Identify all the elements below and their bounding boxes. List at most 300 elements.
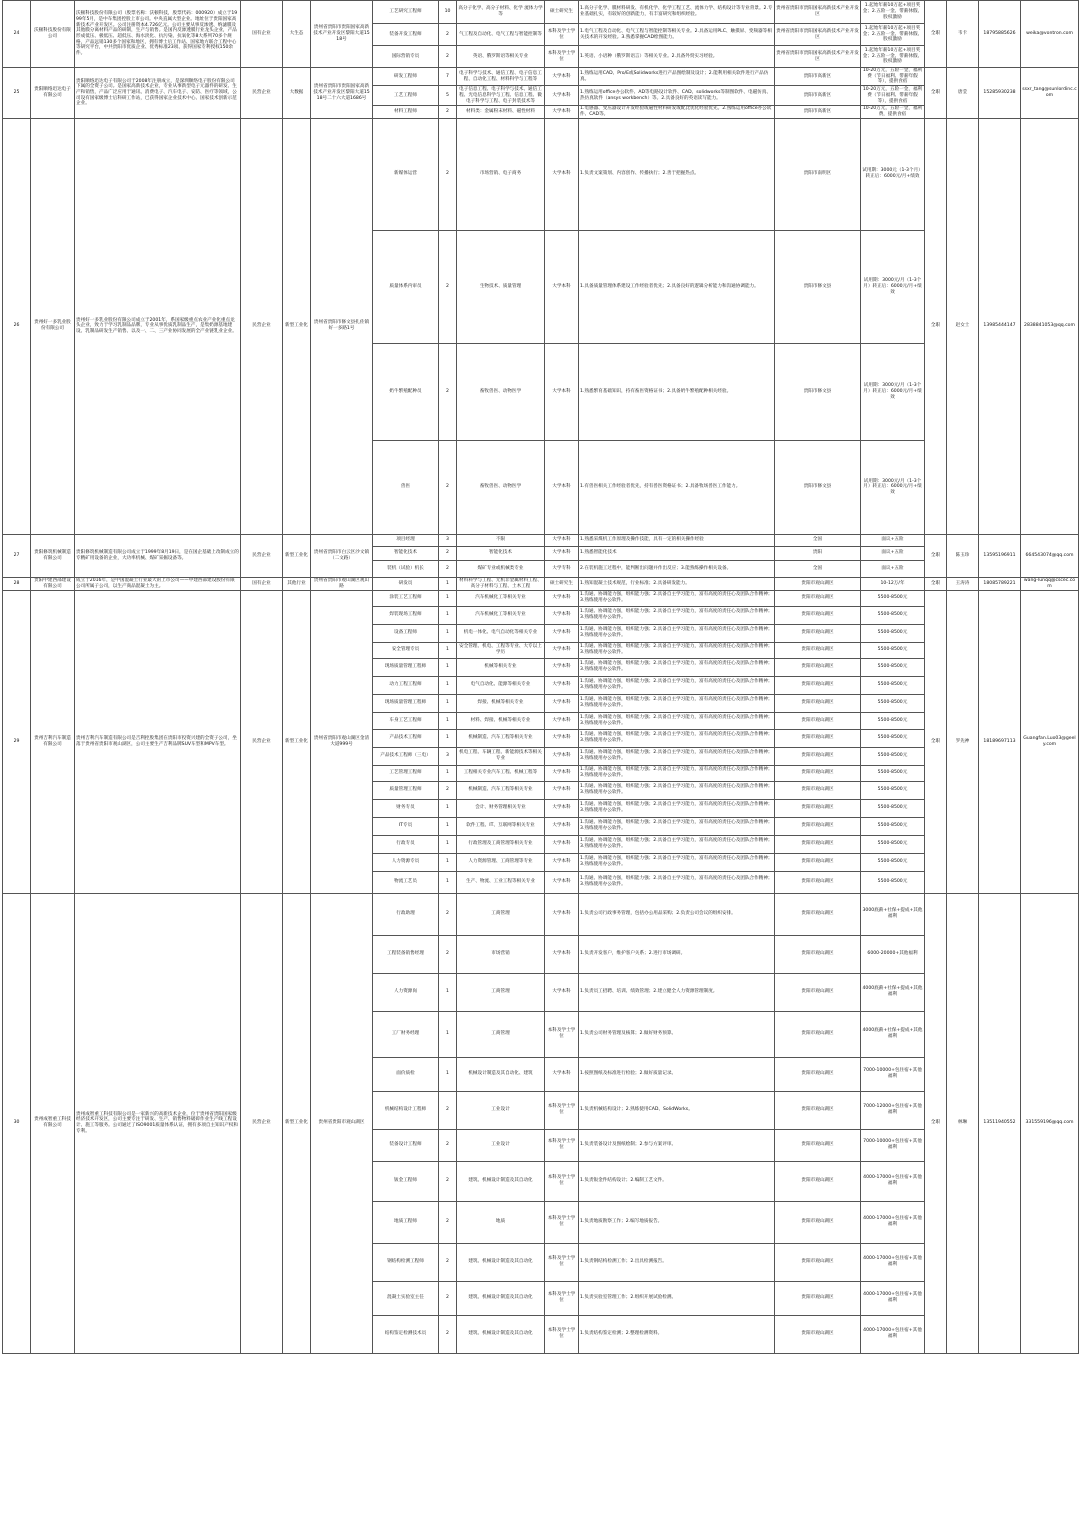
- row-number: 24: [3, 1, 31, 68]
- contact-email: 2838841053@qq.com: [1021, 118, 1079, 534]
- job-headcount: 2: [439, 1243, 457, 1281]
- job-education: 硕士研究生: [545, 1, 579, 24]
- job-requirements: 1.熟悉采煤机工作原理及操作技能，具有一定的相关操作经验: [579, 534, 775, 546]
- job-headcount: 2: [439, 935, 457, 973]
- job-salary: 5500-8500元: [861, 765, 925, 781]
- job-title: 质量体系内审员: [373, 230, 439, 343]
- contact-phone: 18795885626: [979, 1, 1021, 68]
- job-salary: 5500-8500元: [861, 606, 925, 624]
- job-requirements: 1.负责员工招聘、培训、绩效管理；2.建立健全人力资源管理制度。: [579, 973, 775, 1011]
- job-requirements: 1.电感器、变压器设计开发经验或磁性材料研发或配比优化经验优先。2.熟练运用office办公软件、CAD等。: [579, 106, 775, 118]
- job-salary: 5500-8500元: [861, 658, 925, 676]
- job-salary: 5500-8500元: [861, 835, 925, 853]
- job-education: 大学本科: [545, 817, 579, 835]
- job-requirements: 1.沟通、协调能力强，组织能力强；2.具备自主学习能力，富有高度的责任心及团队合作精神；3.熟练使用办公软件。: [579, 781, 775, 799]
- job-requirements: 1.负责装备设计及图纸绘制；2.参与方案评审。: [579, 1129, 775, 1161]
- job-education: 大学本科: [545, 546, 579, 560]
- job-salary: 5500-8500元: [861, 747, 925, 765]
- job-type: 全职: [925, 68, 947, 119]
- company-industry: 大数据: [283, 68, 311, 119]
- contact-person: 韦卡: [947, 1, 979, 68]
- job-salary: 3000底薪+社保+提成+其他福利: [861, 893, 925, 935]
- job-requirements: 1.沟通、协调能力强，组织能力强；2.具备自主学习能力，富有高度的责任心及团队合作精神；3.熟练使用办公软件。: [579, 747, 775, 765]
- row-number: 27: [3, 534, 31, 577]
- job-location: 贵阳市观山湖区: [775, 642, 861, 658]
- job-major: 气工程及自动化、电气工程与智能控制等: [457, 24, 545, 46]
- job-requirements: 1.负责文案策划、内容创作、传播执行；2.善于把握热点。: [579, 118, 775, 230]
- job-location: 贵阳市观山湖区: [775, 1129, 861, 1161]
- job-requirements: 1.沟通、协调能力强，组织能力强；2.具备自主学习能力，富有高度的责任心及团队合作精神；3.熟练使用办公软件。: [579, 642, 775, 658]
- job-major: 电子科学与技术、通信工程、电子信息工程、自动化工程、材料科学与工程等: [457, 68, 545, 86]
- job-title: 机械结构设计工程师: [373, 1091, 439, 1129]
- job-major: 畜牧兽医、动物医学: [457, 343, 545, 440]
- job-education: 大学本科: [545, 440, 579, 534]
- job-requirements: 1.熟练运用office办公软件、AD等电路设计软件、CAD、solidworks等制图软件、电磁仿真、热仿真软件（ansys workbench）等。2.具备良好的英语读写能力。: [579, 86, 775, 106]
- job-requirements: 1.具备质量管理体系建设工作经验者优先；2.具备良好的逻辑分析能力和沟通协调能力。: [579, 230, 775, 343]
- company-nature: 民营企业: [241, 68, 283, 119]
- company-nature: 民营企业: [241, 590, 283, 893]
- job-title: 地质工程师: [373, 1201, 439, 1243]
- job-requirements: 1.沟通、协调能力强，组织能力强；2.具备自主学习能力，富有高度的责任心及团队合作精神；3.熟练使用办公软件。: [579, 676, 775, 694]
- job-title: 项目经理: [373, 534, 439, 546]
- company-address: 贵州省贵阳市贵阳国家高新技术产业开发区黎阳大道1518号: [311, 1, 373, 68]
- job-salary: 面议+五险: [861, 546, 925, 560]
- job-title: 工艺研究工程师: [373, 1, 439, 24]
- job-salary: 4000-17000+包住宿+其他福利: [861, 1315, 925, 1353]
- job-education: 本科及学士学位: [545, 1129, 579, 1161]
- job-education: 本科及学士学位: [545, 1281, 579, 1315]
- job-requirements: 1.沟通、协调能力强，组织能力强；2.具备自主学习能力，富有高度的责任心及团队合作精神；3.熟练使用办公软件。: [579, 712, 775, 729]
- job-title: IT专员: [373, 817, 439, 835]
- contact-person: 陈玉珍: [947, 534, 979, 577]
- job-major: 材料科学与工程、无机非金属材料工程、高分子材料与工程、土木工程: [457, 577, 545, 590]
- company-intro: 沃顿科技股份有限公司（股票名称：沃顿科技，股票代码：000920）成立于1999年5月，是中车集团控股上市公司。中央直属大型企业。地址位于贵阳国家高新技术产业开发区。公司注册资本4.726亿元。公司主要从事反渗透、纳滤膜及其他膜分离材料产品的研制，生产与销售。是国内反渗透膜行业龙头企业，产品形成低压、极低压、超低压、海水淡化、抗污染、抗氧化等8大系列70多个规格，产品远销130多个国家和地区，拥有博士后工作站、国家地方联合工程中心等研究平台，中共贵阳市优质企业、优秀标准23项、获得国家专利授权150余件。: [75, 1, 241, 68]
- job-education: 大学本科: [545, 781, 579, 799]
- job-title: 涂装工艺工程师: [373, 590, 439, 606]
- job-title: 研发工程师: [373, 68, 439, 86]
- row-number: 30: [3, 893, 31, 1353]
- job-headcount: 2: [439, 1161, 457, 1201]
- job-requirements: 1.熟练运用CAD、Pro/E或Solidworks进行产品图绘制及设计；2.能利用相关软件进行产品仿真。: [579, 68, 775, 86]
- job-salary: 1.起始年薪10万起+项目奖金；2.五险一金、带薪休假、股权激励: [861, 24, 925, 46]
- job-title: 动力工程工程师: [373, 676, 439, 694]
- job-title: 研发员: [373, 577, 439, 590]
- job-education: 大学本科: [545, 1057, 579, 1091]
- job-title: 装机（试验）机长: [373, 560, 439, 577]
- job-requirements: 1.按照图纸及标准进行检验；2.做好质量记录。: [579, 1057, 775, 1091]
- job-title: 财务专员: [373, 799, 439, 817]
- job-requirements: 1.电气工程及自动化、电气工程与智能控制等相关专业。2.具备运用PLC、触摸屏、变频器等相关技术的开发经验。3.熟悉掌握CAD绘图能力。: [579, 24, 775, 46]
- job-location: 贵阳市观山湖区: [775, 712, 861, 729]
- job-salary: 试用期：3000元/月（1-3个月）转正后：6000元/月+绩效: [861, 230, 925, 343]
- job-education: 大学本科: [545, 86, 579, 106]
- job-headcount: 2: [439, 1129, 457, 1161]
- job-major: 畜牧兽医、动物医学: [457, 440, 545, 534]
- job-salary: 4000-17000+包住宿+其他福利: [861, 1281, 925, 1315]
- job-requirements: 1.熟悉智能化技术: [579, 546, 775, 560]
- job-education: 大学本科: [545, 729, 579, 747]
- company-name: 贵州好一多乳业股份有限公司: [31, 118, 75, 534]
- table-row: [3, 118, 1079, 230]
- job-location: 贵阳市观山湖区: [775, 694, 861, 712]
- job-location: 贵阳市南明区: [775, 118, 861, 230]
- company-nature: 民营企业: [241, 893, 283, 1353]
- job-location: 贵阳市观山湖区: [775, 1057, 861, 1091]
- job-headcount: 1: [439, 694, 457, 712]
- job-major: 生产、物流、工业工程等相关专业: [457, 871, 545, 893]
- job-requirements: 1.沟通、协调能力强，组织能力强；2.具备自主学习能力，富有高度的责任心及团队合作精神；3.熟练使用办公软件。: [579, 606, 775, 624]
- job-education: 本科及学士学位: [545, 1201, 579, 1243]
- job-requirements: 1.负责实验室管理工作；2.组织开展试验检测。: [579, 1281, 775, 1315]
- job-salary: 5500-8500元: [861, 694, 925, 712]
- job-location: 贵阳市观山湖区: [775, 590, 861, 606]
- job-headcount: 1: [439, 606, 457, 624]
- job-location: 贵阳市修文县: [775, 230, 861, 343]
- contact-email: Guangfan.Luo03@geely.com: [1021, 590, 1079, 893]
- company-industry: 新型工业化: [283, 534, 311, 577]
- company-address: 贵州省贵阳市观山湖区金清大道999号: [311, 590, 373, 893]
- job-requirements: 1.沟通、协调能力强，组织能力强；2.具备自主学习能力，富有高度的责任心及团队合作精神；3.熟练使用办公软件。: [579, 729, 775, 747]
- job-education: 大学本科: [545, 642, 579, 658]
- table-row: [3, 534, 1079, 546]
- job-title: 结构鉴定检测技术员: [373, 1315, 439, 1353]
- contact-email: 331559196@qq.com: [1021, 893, 1079, 1353]
- job-headcount: 2: [439, 24, 457, 46]
- job-title: 设备工程师: [373, 624, 439, 642]
- job-headcount: 1: [439, 729, 457, 747]
- company-intro: 贵州吉利汽车制造有限公司是吉利控股集团在贵阳市投资兴建的全资子公司，坐落于贵州省贵阳市观山湖区，公司主要生产吉利品牌SUV车型和MPV车型。: [75, 590, 241, 893]
- job-title: 现场质量管理工程师: [373, 694, 439, 712]
- company-nature: 国有企业: [241, 577, 283, 590]
- job-headcount: 1: [439, 577, 457, 590]
- job-salary: 5500-8500元: [861, 781, 925, 799]
- job-title: 产品技术工程师（三电）: [373, 747, 439, 765]
- job-salary: 10-20万元，五险一金，福利费（节日福利、带薪年假等），提供食宿: [861, 86, 925, 106]
- job-title: 行政专员: [373, 835, 439, 853]
- job-requirements: 1.负责机械结构设计；2.熟练使用CAD、SolidWorks。: [579, 1091, 775, 1129]
- contact-phone: 13595196911: [979, 534, 1021, 577]
- job-requirements: 1.负责结构鉴定检测；2.整理检测资料。: [579, 1315, 775, 1353]
- job-headcount: 1: [439, 658, 457, 676]
- job-education: 大学本科: [545, 343, 579, 440]
- company-nature: 民营企业: [241, 534, 283, 577]
- job-education: 大学本科: [545, 712, 579, 729]
- job-major: 汽车机械化工等相关专业: [457, 590, 545, 606]
- job-title: 钣金工程师: [373, 1161, 439, 1201]
- job-location: 贵阳市观山湖区: [775, 729, 861, 747]
- table-row: [3, 590, 1079, 606]
- job-location: 贵阳市观山湖区: [775, 799, 861, 817]
- job-education: 本科及学士学位: [545, 1243, 579, 1281]
- company-intro: 贵阳修筑机械制造有限公司成立于1999年8月19日，是在国企基础上改制成立的专精矿用设备的企业，大功率机械、煤矿采掘设备等。: [75, 534, 241, 577]
- job-major: 机械制造、汽车工程等相关专业: [457, 781, 545, 799]
- row-number: 28: [3, 577, 31, 590]
- job-title: 工程装备销售经理: [373, 935, 439, 973]
- job-requirements: 1.负责开发客户，维护客户关系；2.进行市场调研。: [579, 935, 775, 973]
- job-title: 装备开发工程师: [373, 24, 439, 46]
- contact-person: 罗先神: [947, 590, 979, 893]
- job-location: 贵阳市观山湖区: [775, 577, 861, 590]
- job-education: 本科及学士学位: [545, 24, 579, 46]
- job-title: 混凝土实验室主任: [373, 1281, 439, 1315]
- job-requirements: 1.沟通、协调能力强，组织能力强；2.具备自主学习能力，富有高度的责任心及团队合作精神；3.熟练使用办公软件。: [579, 765, 775, 781]
- table-row: [3, 1, 1079, 24]
- job-requirements: 1.熟知混凝土技术规范，行业标准；2.具备研发能力。: [579, 577, 775, 590]
- job-title: 兽医: [373, 440, 439, 534]
- job-education: 大学本科: [545, 973, 579, 1011]
- job-location: 贵阳市观山湖区: [775, 935, 861, 973]
- job-education: 大学本科: [545, 606, 579, 624]
- job-location: 贵阳市观山湖区: [775, 676, 861, 694]
- job-type: 全职: [925, 577, 947, 590]
- job-salary: 1.起始年薪10万起+项目奖金；2.五险一金、带薪休假、股权激励: [861, 1, 925, 24]
- job-salary: 10-20万元，五险一金，福利费，提供食宿: [861, 106, 925, 118]
- job-location: 贵阳市观山湖区: [775, 765, 861, 781]
- job-title: 车身工艺工程师: [373, 712, 439, 729]
- job-requirements: 1.沟通、协调能力强，组织能力强；2.具备自主学习能力，富有高度的责任心及团队合作精神；3.熟练使用办公软件。: [579, 853, 775, 871]
- contact-person: 林琳: [947, 893, 979, 1353]
- job-salary: 5500-8500元: [861, 799, 925, 817]
- job-requirements: 1.沟通、协调能力强，组织能力强；2.具备自主学习能力，富有高度的责任心及团队合作精神；3.熟练使用办公软件。: [579, 590, 775, 606]
- job-headcount: 7: [439, 68, 457, 86]
- row-number: 26: [3, 118, 31, 534]
- job-headcount: 10: [439, 1, 457, 24]
- job-education: 大学本科: [545, 676, 579, 694]
- job-education: 大学本科: [545, 658, 579, 676]
- job-salary: 7000-12000+包住宿+其他福利: [861, 1091, 925, 1129]
- company-intro: 贵州好一多乳业股份有限公司成立于2001年，系国家级重点农业产业化重点龙头企业，致力于学习乳制品品牌，专业从事优质乳制品生产，是集奶源基地建设、乳制品研发生产销售、以及一、二、三产业协同发展的全产业链乳业企业。: [75, 118, 241, 534]
- job-salary: 4000-17000+包住宿+其他福利: [861, 1201, 925, 1243]
- job-requirements: 1.有兽医相关工作经验者优先，持有兽医资格证书；2.具备牧场兽医工作能力。: [579, 440, 775, 534]
- job-salary: 4000底薪+社保+提成+其他福利: [861, 973, 925, 1011]
- job-requirements: 1.负责公司财务管理及核算；2.做好财务预算。: [579, 1011, 775, 1057]
- job-headcount: 1: [439, 590, 457, 606]
- company-industry: 新型工业化: [283, 118, 311, 534]
- company-name: 贵州成智重工科技有限公司: [31, 893, 75, 1353]
- contact-phone: 15285930238: [979, 68, 1021, 119]
- job-salary: 5500-8500元: [861, 853, 925, 871]
- job-requirements: 1.熟悉繁育基础知识，持有畜医资格证书；2.具备奶牛繁殖配种相关经验。: [579, 343, 775, 440]
- job-salary: 6000-20000+其他福利: [861, 935, 925, 973]
- job-headcount: 2: [439, 230, 457, 343]
- job-salary: 试用期：3000元/月（1-3个月）转正后：6000元/月+绩效: [861, 343, 925, 440]
- job-headcount: 1: [439, 1011, 457, 1057]
- job-major: 机电工程、车辆工程、新能源技术等相关专业: [457, 747, 545, 765]
- contact-email: wang-lunqq@cscec.com: [1021, 577, 1079, 590]
- contact-phone: 13511940552: [979, 893, 1021, 1353]
- job-location: 贵阳市修文县: [775, 343, 861, 440]
- job-location: 贵阳市高新区: [775, 86, 861, 106]
- job-salary: 7000-10000+包住宿+其他福利: [861, 1129, 925, 1161]
- job-title: 面价质检: [373, 1057, 439, 1091]
- job-salary: 10-20万元，五险一金，福利费（节日福利、带薪年假等），提供食宿: [861, 68, 925, 86]
- job-requirements: 1.负责地质勘察工作；2.编写地质报告。: [579, 1201, 775, 1243]
- job-education: 大学本科: [545, 68, 579, 86]
- job-headcount: 2: [439, 546, 457, 560]
- job-major: 会计、财务管理相关专业: [457, 799, 545, 817]
- job-education: 大学本科: [545, 694, 579, 712]
- job-major: 工商管理: [457, 973, 545, 1011]
- job-major: 工程相关专业汽车工程、机械工程等: [457, 765, 545, 781]
- job-type: 全职: [925, 534, 947, 577]
- job-headcount: 1: [439, 676, 457, 694]
- job-title: 材料工程师: [373, 106, 439, 118]
- job-major: 机械等相关专业: [457, 658, 545, 676]
- job-requirements: 1.负责钣金件结构设计；2.编制工艺文件。: [579, 1161, 775, 1201]
- job-headcount: 2: [439, 781, 457, 799]
- company-name: 贵阳顺络迅达电子有限公司: [31, 68, 75, 119]
- job-location: 贵阳市观山湖区: [775, 1201, 861, 1243]
- job-requirements: 1.沟通、协调能力强，组织能力强；2.具备自主学习能力，富有高度的责任心及团队合作精神；3.熟练使用办公软件。: [579, 694, 775, 712]
- job-title: 国际营销专员: [373, 46, 439, 68]
- job-education: 大学本科: [545, 118, 579, 230]
- job-major: 高分子化学、高分子材料、化学 流体力学等: [457, 1, 545, 24]
- company-industry: 新型工业化: [283, 590, 311, 893]
- job-headcount: 2: [439, 1201, 457, 1243]
- job-education: 本科及学士学位: [545, 46, 579, 68]
- job-major: 行政管理及工商管理等相关专业: [457, 835, 545, 853]
- job-education: 大学本科: [545, 765, 579, 781]
- job-location: 贵阳市观山湖区: [775, 1315, 861, 1353]
- job-headcount: 1: [439, 835, 457, 853]
- job-major: 煤矿专业或机械类专业: [457, 560, 545, 577]
- job-headcount: 1: [439, 871, 457, 893]
- job-location: 贵州省贵阳市贵阳国家高新技术产业开发区: [775, 46, 861, 68]
- job-headcount: 2: [439, 560, 457, 577]
- job-education: 大学本科: [545, 935, 579, 973]
- job-location: 全国: [775, 560, 861, 577]
- job-location: 贵阳市高新区: [775, 106, 861, 118]
- contact-phone: 18189697113: [979, 590, 1021, 893]
- company-address: 贵州省贵阳市贵阳国家高新技术产业开发区黎阳大道1518号二十六大道1686号: [311, 68, 373, 119]
- job-title: 新媒体运营: [373, 118, 439, 230]
- job-location: 贵阳市观山湖区: [775, 871, 861, 893]
- job-headcount: 1: [439, 973, 457, 1011]
- job-headcount: 1: [439, 817, 457, 835]
- job-headcount: 1: [439, 1057, 457, 1091]
- job-salary: 面议+五险: [861, 534, 925, 546]
- job-education: 大学本科: [545, 590, 579, 606]
- job-location: 贵阳市观山湖区: [775, 781, 861, 799]
- job-salary: 5500-8500元: [861, 624, 925, 642]
- job-education: 硕士研究生: [545, 577, 579, 590]
- job-type: 全职: [925, 1, 947, 68]
- contact-person: 赵女士: [947, 118, 979, 534]
- job-education: 大学本科: [545, 747, 579, 765]
- job-education: 本科及学士学位: [545, 1091, 579, 1129]
- company-intro: 贵州成智重工科技有限公司是一家新兴的高新技术企业，位于贵州省贵阳国家级经济技术开发区，公司主要专注于研发、生产、销售物料破碎作业生产线工程设计、施工等服务。公司通过了ISO9001质量体系认证，拥有多项自主知识产权和专利。: [75, 893, 241, 1353]
- job-major: 市场营销: [457, 935, 545, 973]
- contact-email: ssxr_tang@sunlordinc.com: [1021, 68, 1079, 119]
- row-number: 29: [3, 590, 31, 893]
- job-salary: 面议+五险: [861, 560, 925, 577]
- job-title: 钢结构检测工程师: [373, 1243, 439, 1281]
- job-salary: 试用期：3000元（1-3个月）转正后：6000元/月+绩效: [861, 118, 925, 230]
- job-location: 贵阳市观山湖区: [775, 747, 861, 765]
- job-major: 英语、俄罗斯语等相关专业: [457, 46, 545, 68]
- job-salary: 5500-8500元: [861, 712, 925, 729]
- job-location: 贵阳市观山湖区: [775, 893, 861, 935]
- job-location: 贵阳市观山湖区: [775, 1161, 861, 1201]
- job-requirements: 1.沟通、协调能力强，组织能力强；2.具备自主学习能力，富有高度的责任心及团队合作精神；3.熟练使用办公软件。: [579, 624, 775, 642]
- job-title: 工厂财务经理: [373, 1011, 439, 1057]
- job-location: 贵阳市观山湖区: [775, 853, 861, 871]
- job-education: 本科及学士学位: [545, 1315, 579, 1353]
- job-education: 大学本科: [545, 835, 579, 853]
- job-title: 安全管理专员: [373, 642, 439, 658]
- job-major: 地质: [457, 1201, 545, 1243]
- job-headcount: 2: [439, 1315, 457, 1353]
- job-headcount: 1: [439, 712, 457, 729]
- job-headcount: 5: [439, 86, 457, 106]
- job-location: 贵阳市观山湖区: [775, 1091, 861, 1129]
- job-major: 机械设计制造及其自动化、建筑: [457, 1057, 545, 1091]
- job-location: 全国: [775, 534, 861, 546]
- job-location: 贵州省贵阳市贵阳国家高新技术产业开发区: [775, 1, 861, 24]
- job-salary: 5500-8500元: [861, 729, 925, 747]
- job-location: 贵阳市高新区: [775, 68, 861, 86]
- job-title: 装备设计工程师: [373, 1129, 439, 1161]
- contact-email: weika@vontron.com: [1021, 1, 1079, 68]
- job-salary: 4000-17000+包住宿+其他福利: [861, 1161, 925, 1201]
- job-title: 智能化技术: [373, 546, 439, 560]
- job-type: 全职: [925, 118, 947, 534]
- table-row: [3, 68, 1079, 86]
- company-intro: 成立于2016年，是中国混凝土行业最大的上市公司——中建西部建设股份有限公司所属子公司，以生产商品混凝土为主。: [75, 577, 241, 590]
- job-education: 大学本科: [545, 624, 579, 642]
- job-location: 贵阳市观山湖区: [775, 835, 861, 853]
- company-industry: 其他行业: [283, 577, 311, 590]
- job-title: 现场质量管理工程师: [373, 658, 439, 676]
- job-headcount: 2: [439, 1091, 457, 1129]
- job-major: 材料类：金属粉末材料、磁性材料: [457, 106, 545, 118]
- job-requirements: 1.英语、小语种（俄罗斯语言）等相关专业。2.具备外贸实习经验。: [579, 46, 775, 68]
- contact-phone: 18085789221: [979, 577, 1021, 590]
- job-education: 大学本科: [545, 799, 579, 817]
- job-headcount: 1: [439, 642, 457, 658]
- job-requirements: 2.在装机施工过程中，能判断出问题并作出反应；3.能熟练操作相关设备。: [579, 560, 775, 577]
- job-headcount: 2: [439, 440, 457, 534]
- job-major: 智能化技术: [457, 546, 545, 560]
- job-headcount: 2: [439, 118, 457, 230]
- job-major: 电子信息工程、电子科学与技术、通信工程、光电信息科学与工程、信息工程、微电子科学与工程、电子封装技术等: [457, 86, 545, 106]
- job-major: 电气自动化、能源等相关专业: [457, 676, 545, 694]
- job-title: 人力资源专员: [373, 853, 439, 871]
- job-education: 大学本科: [545, 230, 579, 343]
- job-salary: 5500-8500元: [861, 817, 925, 835]
- job-requirements: 1.沟通、协调能力强，组织能力强；2.具备自主学习能力，富有高度的责任心及团队合作精神；3.熟练使用办公软件。: [579, 871, 775, 893]
- job-education: 本科及学士学位: [545, 1011, 579, 1057]
- job-major: 人力资源管理、工商管理等专业: [457, 853, 545, 871]
- job-major: 不限: [457, 534, 545, 546]
- job-headcount: 3: [439, 534, 457, 546]
- job-title: 奶牛繁殖配种员: [373, 343, 439, 440]
- table-row: [3, 577, 1079, 590]
- job-major: 焊接、机械等相关专业: [457, 694, 545, 712]
- job-education: 大学本科: [545, 893, 579, 935]
- job-education: 大学本科: [545, 871, 579, 893]
- company-name: 沃顿科技股份有限公司: [31, 1, 75, 68]
- job-title: 行政助理: [373, 893, 439, 935]
- job-education: 大学本科: [545, 534, 579, 546]
- job-requirements: 1.高分子化学、膜材料研发、有机化学、化学工程工艺、流体力学、结构设计等专业背景。2.专业基础扎实，有较好的创新能力，有丰富研究和组织经验。: [579, 1, 775, 24]
- job-title: 产品技术工程师: [373, 729, 439, 747]
- company-nature: 国有企业: [241, 1, 283, 68]
- job-headcount: 2: [439, 46, 457, 68]
- job-major: 安全管理、机电、工程等专业、大专以上学历: [457, 642, 545, 658]
- job-major: 机电一体化、电气自动化等相关专业: [457, 624, 545, 642]
- job-requirements: 1.沟通、协调能力强，组织能力强；2.具备自主学习能力，富有高度的责任心及团队合作精神；3.熟练使用办公软件。: [579, 817, 775, 835]
